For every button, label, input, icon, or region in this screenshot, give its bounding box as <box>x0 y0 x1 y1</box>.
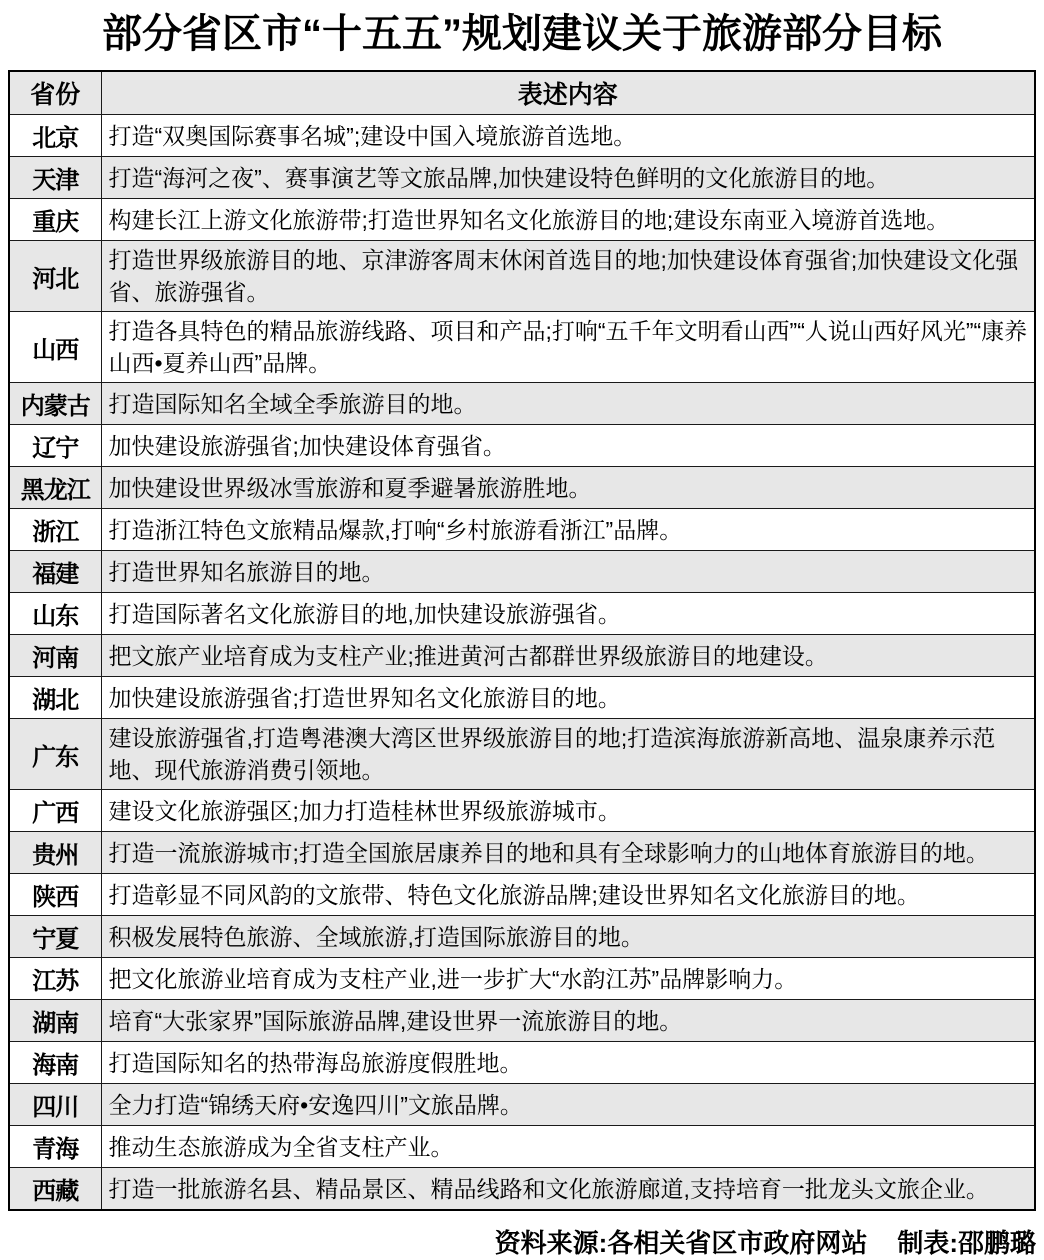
province-cell: 北京 <box>9 115 101 157</box>
province-column-header: 省份 <box>9 71 101 115</box>
province-cell: 山东 <box>9 593 101 635</box>
table-row <box>9 551 1035 593</box>
province-cell: 福建 <box>9 551 101 593</box>
province-cell: 四川 <box>9 1084 101 1126</box>
content-cell: 加快建设世界级冰雪旅游和夏季避暑旅游胜地。 <box>101 467 1035 509</box>
content-cell: 打造“海河之夜”、赛事演艺等文旅品牌,加快建设特色鲜明的文化旅游目的地。 <box>101 157 1035 199</box>
province-cell: 辽宁 <box>9 425 101 467</box>
table-row <box>9 790 1035 832</box>
content-cell: 构建长江上游文化旅游带;打造世界知名文化旅游目的地;建设东南亚入境游首选地。 <box>101 199 1035 241</box>
table-row <box>9 874 1035 916</box>
table-header <box>9 71 1035 115</box>
province-cell: 湖北 <box>9 677 101 719</box>
content-cell: 打造一批旅游名县、精品景区、精品线路和文化旅游廊道,支持培育一批龙头文旅企业。 <box>101 1168 1035 1211</box>
province-cell: 西藏 <box>9 1168 101 1211</box>
tourism-goals-table <box>8 70 1036 1211</box>
content-cell: 全力打造“锦绣天府•安逸四川”文旅品牌。 <box>101 1084 1035 1126</box>
content-cell: 把文化旅游业培育成为支柱产业,进一步扩大“水韵江苏”品牌影响力。 <box>101 958 1035 1000</box>
table-row <box>9 677 1035 719</box>
content-cell: 把文旅产业培育成为支柱产业;推进黄河古都群世界级旅游目的地建设。 <box>101 635 1035 677</box>
content-cell: 加快建设旅游强省;加快建设体育强省。 <box>101 425 1035 467</box>
province-cell: 陕西 <box>9 874 101 916</box>
province-cell: 湖南 <box>9 1000 101 1042</box>
province-cell: 河北 <box>9 241 101 312</box>
province-cell: 重庆 <box>9 199 101 241</box>
province-cell: 广东 <box>9 719 101 790</box>
maker-credit: 制表:邵鹏璐 <box>897 1228 1036 1258</box>
content-cell: 打造各具特色的精品旅游线路、项目和产品;打响“五千年文明看山西”“人说山西好风光”“康养山西•夏养山西”品牌。 <box>101 312 1035 383</box>
table-footer <box>8 1223 1036 1260</box>
province-cell: 宁夏 <box>9 916 101 958</box>
content-cell: 加快建设旅游强省;打造世界知名文化旅游目的地。 <box>101 677 1035 719</box>
page-title: 部分省区市“十五五”规划建议关于旅游部分目标 <box>102 12 942 56</box>
province-cell: 天津 <box>9 157 101 199</box>
table-row <box>9 383 1035 425</box>
table-row <box>9 509 1035 551</box>
content-column-header: 表述内容 <box>101 71 1035 115</box>
table-row <box>9 916 1035 958</box>
content-cell: 打造世界级旅游目的地、京津游客周末休闲首选目的地;加快建设体育强省;加快建设文化强省、旅游强省。 <box>101 241 1035 312</box>
content-cell: 打造彰显不同风韵的文旅带、特色文化旅游品牌;建设世界知名文化旅游目的地。 <box>101 874 1035 916</box>
table-row <box>9 467 1035 509</box>
table-row <box>9 958 1035 1000</box>
table-row <box>9 312 1035 383</box>
province-cell: 河南 <box>9 635 101 677</box>
table-row <box>9 832 1035 874</box>
content-cell: 推动生态旅游成为全省支柱产业。 <box>101 1126 1035 1168</box>
table-row <box>9 199 1035 241</box>
province-cell: 黑龙江 <box>9 467 101 509</box>
table-row <box>9 635 1035 677</box>
province-cell: 山西 <box>9 312 101 383</box>
province-cell: 广西 <box>9 790 101 832</box>
content-cell: 打造国际知名全域全季旅游目的地。 <box>101 383 1035 425</box>
source-credit: 资料来源:各相关省区市政府网站 <box>494 1228 868 1258</box>
content-cell: 打造“双奥国际赛事名城”;建设中国入境旅游首选地。 <box>101 115 1035 157</box>
content-cell: 建设文化旅游强区;加力打造桂林世界级旅游城市。 <box>101 790 1035 832</box>
table-row <box>9 425 1035 467</box>
content-cell: 打造国际著名文化旅游目的地,加快建设旅游强省。 <box>101 593 1035 635</box>
content-cell: 打造浙江特色文旅精品爆款,打响“乡村旅游看浙江”品牌。 <box>101 509 1035 551</box>
province-cell: 海南 <box>9 1042 101 1084</box>
province-cell: 内蒙古 <box>9 383 101 425</box>
table-row <box>9 115 1035 157</box>
table-row <box>9 1084 1035 1126</box>
content-cell: 积极发展特色旅游、全域旅游,打造国际旅游目的地。 <box>101 916 1035 958</box>
content-cell: 建设旅游强省,打造粤港澳大湾区世界级旅游目的地;打造滨海旅游新高地、温泉康养示范地、现代旅游消费引领地。 <box>101 719 1035 790</box>
province-cell: 浙江 <box>9 509 101 551</box>
table-row <box>9 719 1035 790</box>
table-body <box>9 115 1035 1211</box>
table-row <box>9 1126 1035 1168</box>
content-cell: 打造国际知名的热带海岛旅游度假胜地。 <box>101 1042 1035 1084</box>
table-row <box>9 1042 1035 1084</box>
table-row <box>9 593 1035 635</box>
province-cell: 贵州 <box>9 832 101 874</box>
header-row <box>9 71 1035 115</box>
content-cell: 打造世界知名旅游目的地。 <box>101 551 1035 593</box>
content-cell: 培育“大张家界”国际旅游品牌,建设世界一流旅游目的地。 <box>101 1000 1035 1042</box>
province-cell: 青海 <box>9 1126 101 1168</box>
content-cell: 打造一流旅游城市;打造全国旅居康养目的地和具有全球影响力的山地体育旅游目的地。 <box>101 832 1035 874</box>
table-row <box>9 157 1035 199</box>
table-row <box>9 1000 1035 1042</box>
table-row <box>9 241 1035 312</box>
province-cell: 江苏 <box>9 958 101 1000</box>
